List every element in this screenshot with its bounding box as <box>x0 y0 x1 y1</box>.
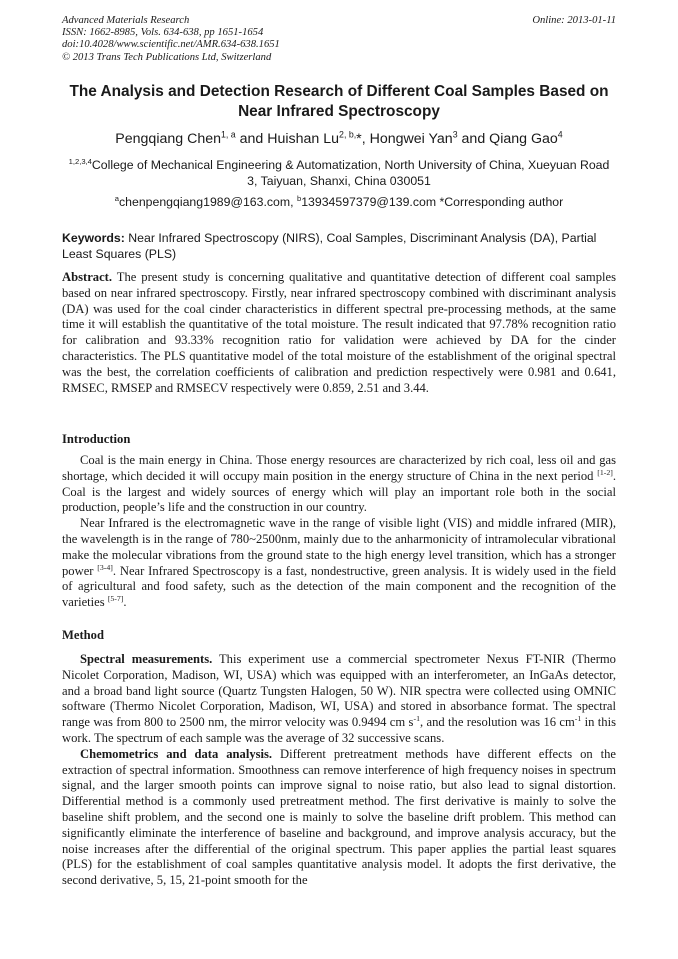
paragraph-text: . <box>123 595 127 610</box>
journal-header <box>62 15 616 64</box>
author-affil-sup: 4 <box>557 129 563 140</box>
affiliation <box>62 157 616 189</box>
abstract-text: The present study is concerning qualitative and quantitative detection of different coal samples based on near infrared spectroscopy. Firstly, near infrared spectroscopy combined with discriminant analysis (DA) was used for the coal cinder characteristics in different spectral pre-processing methods, at the same time it will establish the quantitative of the total moisture. The result indicated that 97.78% recognition ratio for calibration and 93.33% recognition ratio for validation were achieved by DA for the cinder characteristics. The PLS quantitative model of the total moisture of the establishment of the original spectral was the best, the correlation coefficients of calibration and prediction respectively were 0.981 and 0.641, RMSEC, RMSEP and RMSECV respectively were 0.859, 2.51 and 3.44. <box>62 270 616 395</box>
corresponding-star: * <box>356 131 362 147</box>
paragraph-text: . Coal is the largest and widely sources of energy which will play an important role both in the social production, people’s life and the construction in our country. <box>62 468 616 515</box>
author-affil-sup <box>339 129 356 139</box>
email-sup: b <box>296 193 302 203</box>
author-separator: , <box>361 131 370 147</box>
affiliation-sup: 1,2,3,4 <box>68 156 92 166</box>
author-separator: and <box>457 131 490 147</box>
doi-line: doi:10.4028/www.scientific.net/AMR.634-638.1651 <box>62 39 280 51</box>
paragraph <box>62 516 616 611</box>
email-sup: a <box>114 193 119 203</box>
superscript: -1 <box>574 714 582 723</box>
paragraph <box>62 453 616 516</box>
paragraph-text: This experiment use a commercial spectrometer Nexus FT-NIR (Thermo Nicolet Corporation, Madison, WI, USA) which was equipped with an interferometer, an InGaAs detector, and a broad band light source (Quartz Tungsten Halogen, 50 W). NIR spectra were collected using OMNIC software (Thermo Nicolet Corporation, Madison, WI, USA) and stored in absorbance format. The spectral range was from 800 to 2500 nm, the mirror velocity was 0.9494 cm s <box>62 652 616 730</box>
author-affil-sup-text: 2, b, <box>339 129 357 140</box>
runin-heading: Chemometrics and data analysis. <box>80 746 273 761</box>
runin-heading: Spectral measurements. <box>80 652 213 666</box>
author-name: Hongwei Yan <box>369 131 453 147</box>
keywords-text: Near Infrared Spectroscopy (NIRS), Coal Samples, Discriminant Analysis (DA), Partial Least Squares (PLS) <box>62 231 597 261</box>
author-list <box>62 130 616 148</box>
affiliation-text: College of Mechanical Engineering & Automatization, North University of China, Xueyuan Road 3, Taiyuan, Shanxi, China 030051 <box>91 158 610 188</box>
citation[interactable]: [3-4] <box>97 562 113 572</box>
superscript: -1 <box>413 714 420 723</box>
online-date: Online: 2013-01-11 <box>532 15 616 26</box>
section-heading-introduction: Introduction <box>62 432 131 446</box>
author-affil-sup: 3 <box>452 129 458 140</box>
paragraph <box>62 747 616 889</box>
author-name: Pengqiang Chen <box>115 131 222 147</box>
email-link[interactable]: chenpengqiang1989@163.com, <box>119 195 297 209</box>
paragraph-text: in this work. The spectrum of each sample was the average of 32 successive scans. <box>62 715 616 745</box>
keywords-label: Keywords: <box>62 231 125 245</box>
method-body <box>62 652 616 889</box>
paragraph-text: , and the resolution was 16 cm <box>419 715 575 730</box>
paper-title: The Analysis and Detection Research of Different Coal Samples Based on Near Infrared Spectroscopy <box>69 83 609 120</box>
paragraph-text: . Near Infrared Spectroscopy is a fast, nondestructive, green analysis. It is widely used in the field of agricultural and food safety, such as the detection of the main component and the recognition of the varieties <box>62 563 617 610</box>
email-link[interactable]: 13934597379@139.com *Corresponding author <box>301 195 564 209</box>
paragraph-text: Coal is the main energy in China. Those energy resources are characterized by rich coal, less oil and gas shortage, which decided it will occupy main position in the energy structure of China in the next period <box>62 453 616 483</box>
author-name: Huishan Lu <box>267 131 340 147</box>
copyright-line: © 2013 Trans Tech Publications Ltd, Switzerland <box>62 51 272 63</box>
section-heading-method: Method <box>62 628 104 642</box>
author-separator: and <box>235 131 268 147</box>
introduction-body <box>62 453 616 611</box>
paragraph-text: Different pretreatment methods have different effects on the extraction of spectral information. Smoothness can remove interference of high frequency noises in spectrum signal, and the larger smooth points can improve signal to noise ratio, but also lead to signal distortion. Differential method is a commonly used pretreatment method. The first derivative is mainly to solve the baseline shift problem, and the second one is mainly to solve the baseline drift problem. This method can significantly eliminate the interference of baseline and background, and improve analysis accuracy, but the noise increases after the differential of the original spectrum. This paper applies the partial least squares (PLS) for the establishment of coal samples quantitative analysis model. It adopts the first derivative, the second derivative, 5, 15, 21-point smooth for the <box>62 746 616 888</box>
journal-name: Advanced Materials Research <box>62 15 190 26</box>
author-name: Qiang Gao <box>489 131 558 147</box>
issn-line: ISSN: 1662-8985, Vols. 634-638, pp 1651-1654 <box>62 27 264 39</box>
keywords <box>62 231 616 262</box>
abstract-label: Abstract. <box>62 270 113 284</box>
author-emails <box>62 194 616 210</box>
citation[interactable]: [5-7] <box>107 593 124 603</box>
paragraph-text: Near Infrared is the electromagnetic wave in the range of visible light (VIS) and middle infrared (MIR), the wavelength is in the range of 780~2500nm, mainly due to the anharmonicity of intramolecular vibrational make the molecular vibrations from the ground state to the high energy level transition, which has a stronger power <box>62 516 616 578</box>
abstract <box>62 270 616 396</box>
paragraph <box>62 652 616 747</box>
citation[interactable]: [1-2] <box>597 467 613 477</box>
author-affil-sup: 1, a <box>221 129 236 140</box>
